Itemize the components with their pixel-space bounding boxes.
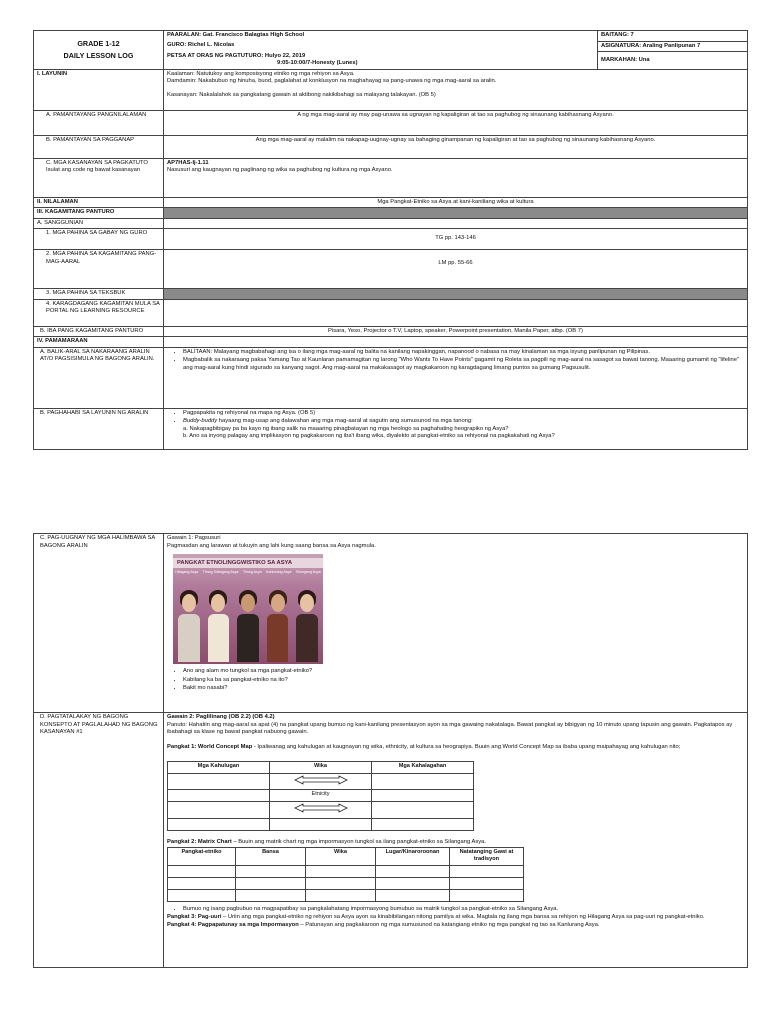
region-label: Timog Silangang Asya — [202, 570, 239, 575]
buddy-buddy-text: hayaang mag-usap ang dalawahan ang mga mag-aaral at sagutin ang sumusunod na mga tanong: — [217, 418, 473, 425]
pamamaraan-label: IV. PAMAMARAAN — [34, 337, 164, 348]
image-region-labels — [173, 570, 323, 575]
petsa: PETSA AT ORAS NG PAGTUTURO: Hulyo 22, 2019 — [167, 52, 306, 59]
pagtatalakay-content — [164, 713, 748, 968]
pangkat2-title: Pangkat 2: Matrix Chart — [167, 838, 232, 845]
markahan: MARKAHAN: Una — [598, 52, 748, 70]
gawain1-text: Pagmasdan ang larawan at tukuyin ang lahi kung saang bansa sa Asya nagmula. — [167, 542, 376, 549]
balik-aral-label: A. BALIK-ARAL SA NAKARAANG ARALIN AT/O PAGSISIMULA NG BAGONG ARALIN. — [34, 347, 164, 408]
concept-header: Mga Kahalagahan — [372, 762, 474, 774]
kagamitan-shaded — [164, 208, 748, 219]
concept-cell — [372, 774, 474, 790]
question-b: b. Ano sa inyong palagay ang implikasyon ng pagkakaroon ng iba't ibang wika, diyalekto at pangkat-etniko sa rehiyonal na pagkakahati ng Asya? — [183, 433, 555, 440]
karagdagang-kagamitan-label: 4. KARAGDAGANG KAGAMITAN MULA SA PORTAL NG LEARNING RESOURCE — [34, 299, 164, 326]
world-concept-map — [167, 761, 474, 831]
concept-header: Wika — [270, 762, 372, 774]
daily-lesson-log-page-1 — [33, 30, 748, 450]
gabay-guro-text: TG pp. 143-146 — [164, 229, 748, 250]
pangkat1-text: - Ipaliwanag ang kahulugan at kaugnayan ng wika, ethnicity, at kultura sa heograpiya. Buuin ang World Concept Map sa ibaba upang maipahayag ang kahulugan nito; — [252, 743, 681, 750]
paghahabi-content — [164, 408, 748, 449]
people-photos — [175, 584, 321, 662]
oras: 9:05-10:00/7-Honesty (Lunes) — [277, 60, 358, 67]
guro: GURO: Richel L. Nicolas — [164, 41, 598, 52]
layunin-label: I. LAYUNIN — [34, 69, 164, 110]
pangkat2-text: – Buuin ang matrik chart ng mga impormasyon tungkol sa ilang pangkat-etniko sa Silangang Asya. — [231, 838, 486, 845]
pamantayang-nilalaman-label: A. PAMANTAYANG PANGNILALAMAN — [34, 110, 164, 135]
gawain1-title: Gawain 1: Pagsusuri — [167, 535, 221, 541]
asignatura: ASIGNATURA: Araling Panlipunan 7 — [598, 41, 748, 52]
concept-header: Mga Kahulugan — [168, 762, 270, 774]
person-portrait — [234, 584, 262, 662]
daily-lesson-log-page-2 — [33, 533, 748, 968]
kaalaman: Kaalaman: Natutukoy ang komposisyong etniko ng mga rehiyon sa Asya. — [167, 70, 355, 77]
baitang: BAITANG: 7 — [598, 31, 748, 42]
nilalaman-label: II. NILALAMAN — [34, 197, 164, 208]
gabay-guro-label: 1. MGA PAHINA SA GABAY NG GURO — [34, 229, 164, 250]
paghahabi-list — [167, 410, 744, 441]
gawain2-panuto: Panuto: Hahatiin ang mag-aaral sa apat (4) na pangkat upang bumuo ng kani-kanilang presentasyon ayon sa mga gawaing nakatalaga. Bawat pangkat ay bibigyan ng 10 minuto upang tapusin ang gawain. Pagkatapos ay ibabahagi sa klase ng bawat pangkat nabuong gawain. — [167, 721, 733, 736]
image-banner: PANGKAT ETNOLINGGWISTIKO SA ASYA — [173, 558, 323, 568]
competency-text: Nasusuri ang kaugnayan ng paglinang ng wika sa paghubog ng kultura ng mga Asyano. — [167, 167, 393, 174]
pangkat4-title: Pangkat 4: Pagpapatunay sa mga Impormasyon — [167, 921, 299, 928]
list-item: • Kabilang ka ba sa pangkat-etniko na ito? — [183, 677, 744, 685]
pangkat3-text: – Uriin ang mga pangkat-etniko ng rehiyon sa Asya ayon sa kinabibilangan nitong pamilya at wika. Magtala ng ilang mga bansa sa rehiyon ng Hilagang Asya sa pag-uuri ng pangkat-etniko. — [221, 914, 705, 921]
kasanayan: Kasanayan: Nakalalahok sa pangkatang gawain at aktibong nakikibahagi sa malayang talakayan. (OB 5) — [167, 91, 436, 98]
teksbuk-shaded — [164, 289, 748, 300]
nilalaman-text: Mga Pangkat-Etniko sa Asya at kani-kaniliang wika at kultura — [164, 197, 748, 208]
matrix-notes — [167, 906, 744, 914]
iba-pang-kagamitan-text: Pisara, Yeso, Projector o T.V, Laptop, speaker, Powerpoint presentation, Manila Paper, atbp. (OB 7) — [164, 326, 748, 337]
person-portrait — [205, 584, 233, 662]
teksbuk-label: 3. MGA PAHINA SA TEKSBUK — [34, 289, 164, 300]
double-arrow-icon — [270, 802, 372, 818]
concept-cell — [372, 802, 474, 818]
concept-cell — [168, 774, 270, 790]
header-title-cell — [34, 31, 164, 70]
list-item: • Bakit mo nasabi? — [183, 685, 744, 693]
list-item: • Magbabalik sa nakaraang paksa Yamang Tao at Kaunlaran pamamagitan ng larong "Who Wants To Have Points" gagamit ng Roleta sa pagpili ng mag-aaral na sasagot sa bawat tanong. Maaaring gumamit ng "lifeline" ang mag-aaral kung hindi sigurado sa kanyang sagot. Ang mag-aaral na makakasagot ay magkakaroon ng karagdagang limang puntos sa gumang Pagsusulit. — [183, 357, 744, 372]
sanggunian-blank — [164, 218, 748, 229]
matrix-header: Bansa — [236, 848, 306, 866]
karagdagang-kagamitan-blank — [164, 299, 748, 326]
matrix-chart — [167, 847, 524, 902]
pag-uugnay-content — [164, 534, 748, 713]
gawain2-title: Gawain 2: Paglilinang (OB 2.2) (OB 4.2) — [167, 714, 275, 720]
pagtatalakay-label: D. PAGTATALAKAY NG BAGONG KONSEPTO AT PAGLALAHAD NG BAGONG KASANAYAN #1 — [34, 713, 164, 968]
matrix-header: Pangkat-etniko — [168, 848, 236, 866]
person-portrait — [175, 584, 203, 662]
pamantayang-nilalaman-text: A ng mga mag-aaral ay may pag-unawa sa ugnayan ng kapaligiran at tao sa paghubog ng sinaunang kabihasnang Asyano. — [164, 110, 748, 135]
buddy-buddy-term: Buddy-buddy — [183, 418, 218, 425]
pangkat4-text: – Patunayan ang pagkakaroon ng mga sumusunod na katangiang etniko ng mga pangkat ng tao sa Kanlurang Asya. — [298, 921, 600, 928]
list-item: • BALITAAN: Malayang magbabahagi ang isa o ilang mga mag-aaral ng balita na kanilang napakinggan, napanood o nabasa na may kinalaman sa mga isyung panlipunan ng Pilipinas. — [183, 349, 744, 357]
kasanayan-pagkatuto-label: C. MGA KASANAYAN SA PAGKATUTO Isulat ang code ng bawat kasanayan — [34, 158, 164, 197]
grade-label: GRADE 1-12 — [77, 39, 120, 49]
region-label: Timog Asya — [242, 570, 262, 575]
damdamin: Damdamin: Nakabubuo ng hinuha, buod, paglalahat at konklusyon na maghahayag sa pang-unawa ng mga mag-aaral sa aralin. — [167, 78, 497, 85]
paaralan-cell — [164, 31, 598, 42]
petsa-cell — [164, 52, 598, 70]
person-portrait — [264, 584, 292, 662]
kasanayan-pagkatuto-content — [164, 158, 748, 197]
pamantayan-pagganap-text: Ang mga mag-aaral ay malalim na nakapag-uugnay-ugnay sa bahaging ginampanan ng kapaligiran at tao sa paghubog ng sinaunang kabihasnang Asyano. — [164, 135, 748, 158]
matrix-header: Wika — [306, 848, 376, 866]
ethnic-groups-image — [173, 554, 323, 664]
layunin-content — [164, 69, 748, 110]
iba-pang-kagamitan-label: B. IBA PANG KAGAMITANG PANTURO — [34, 326, 164, 337]
paaralan: PAARALAN: Gat. Francisco Balagtas High School — [167, 32, 305, 38]
region-label: Hilagang Asya — [175, 570, 199, 575]
pag-uugnay-label: C. PAG-UUGNAY NG MGA HALIMBAWA SA BAGONG ARALIN — [34, 534, 164, 713]
competency-code: AP7HAS-Ij-1.11 — [167, 159, 209, 166]
pangkat1-title: Pangkat 1: World Concept Map — [167, 743, 253, 750]
list-item: • Pagpapakita ng rehiyonal na mapa ng Asya. (OB 5) — [183, 410, 744, 418]
concept-cell — [168, 802, 270, 818]
pamamaraan-blank — [164, 337, 748, 348]
concept-cell — [372, 790, 474, 802]
double-arrow-icon — [270, 774, 372, 790]
region-label: Kanlurang Asya — [266, 570, 292, 575]
matrix-header: Natatanging Gawi at tradisyon — [450, 848, 524, 866]
pangkat3-title: Pangkat 3: Pag-uuri — [167, 914, 222, 921]
kagamitan-label: III. KAGAMITANG PANTURO — [34, 208, 164, 219]
gawain1-questions — [167, 668, 744, 693]
balik-aral-content — [164, 347, 748, 408]
sanggunian-label: A. SANGGUNIAN — [34, 218, 164, 229]
layunin-row — [34, 69, 748, 110]
kagamitang-mag-aaral-text: LM pp. 55-66 — [164, 250, 748, 289]
header-row — [34, 31, 748, 42]
balik-aral-list — [167, 349, 744, 373]
region-label: Silangang Asya — [295, 570, 321, 575]
question-a: a. Nakapagbibigay pa ba kayo ng ibang salik na maaaring pinagbatayan ng mga heologo sa paghahating heograpiko ng Asya? — [183, 425, 509, 432]
pamantayan-pagganap-label: B. PAMANTAYAN SA PAGGANAP — [34, 135, 164, 158]
list-item: • Bumuo ng isang pagbubuo na magpapatibay sa pangkalahatang impormasyong bumubuo sa matrik tungkol sa pangkat-etniko sa Silangang Asya. — [183, 906, 744, 914]
paghahabi-label: B. PAGHAHABI SA LAYUNIN NG ARALIN — [34, 408, 164, 449]
list-item: • Ano ang alam mo tungkol sa mga pangkat-etniko? — [183, 668, 744, 676]
concept-cell — [168, 790, 270, 802]
concept-center: Etnicity — [270, 790, 372, 802]
kagamitang-mag-aaral-label: 2. MGA PAHINA SA KAGAMITANG PANG-MAG-AARAL — [34, 250, 164, 289]
list-item — [183, 418, 744, 441]
matrix-header: Lugar/Kinaroroonan — [376, 848, 450, 866]
person-portrait — [293, 584, 321, 662]
doc-title: DAILY LESSON LOG — [63, 50, 134, 60]
